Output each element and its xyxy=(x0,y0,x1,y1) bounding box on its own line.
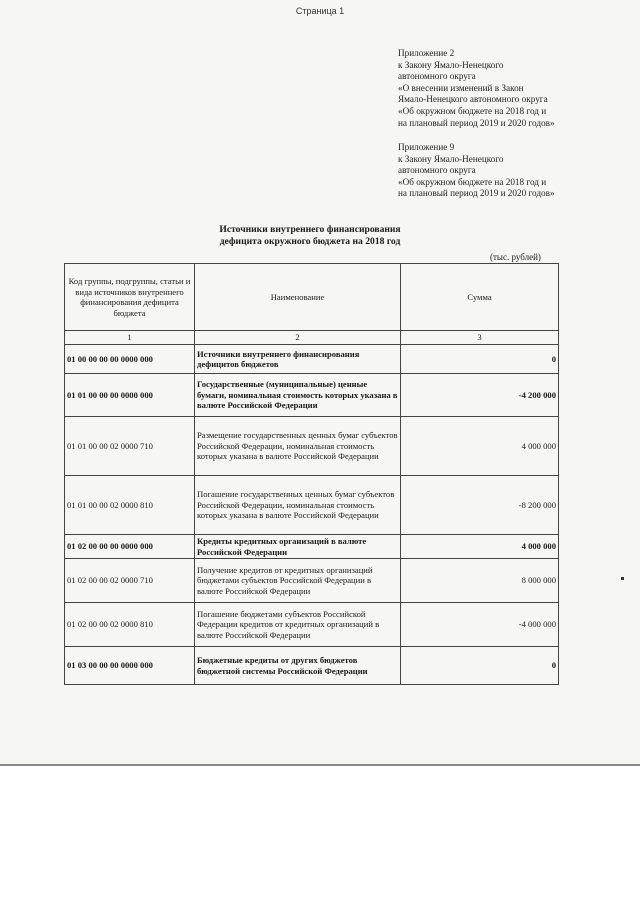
column-number: 1 xyxy=(65,331,195,345)
table-row xyxy=(65,476,559,535)
row-code: 01 03 00 00 00 0000 000 xyxy=(65,647,195,685)
row-name: Государственные (муниципальные) ценные бумаги, номинальная стоимость которых указана в валюте Российской Федерации xyxy=(195,374,401,417)
row-code: 01 00 00 00 00 0000 000 xyxy=(65,345,195,374)
row-name: Кредиты кредитных организаций в валюте Российской Федерации xyxy=(195,535,401,559)
appendix-9-line: Приложение 9 xyxy=(398,142,455,152)
table-row xyxy=(65,345,559,374)
appendix-2-line: Приложение 2 xyxy=(398,48,455,58)
row-code: 01 02 00 00 02 0000 810 xyxy=(65,603,195,647)
row-code: 01 01 00 00 02 0000 810 xyxy=(65,476,195,535)
row-name: Погашение бюджетами субъектов Российской Федерации кредитов от кредитных организаций в валюте Российской Федерации xyxy=(195,603,401,647)
units-label: (тыс. рублей) xyxy=(490,252,541,262)
document-title xyxy=(150,224,470,248)
row-code: 01 02 00 00 02 0000 710 xyxy=(65,559,195,603)
appendix-2-line: «Об окружном бюджете на 2018 год и xyxy=(398,105,547,116)
appendix-9-block xyxy=(398,142,555,200)
row-name: Получение кредитов от кредитных организаций бюджетами субъектов Российской Федерации в валюте Российской Федерации xyxy=(195,559,401,603)
appendix-9-line: к Закону Ямало-Ненецкого xyxy=(398,153,504,164)
appendix-9-line: на плановый период 2019 и 2020 годов» xyxy=(398,188,555,199)
appendix-2-line: автономного округа xyxy=(398,71,476,82)
appendix-2-line: к Закону Ямало-Ненецкого xyxy=(398,59,504,70)
table-header-row xyxy=(65,264,559,331)
table-row xyxy=(65,535,559,559)
appendix-2-line: на плановый период 2019 и 2020 годов» xyxy=(398,117,555,128)
appendix-2-line: «О внесении изменений в Закон xyxy=(398,82,524,93)
row-name: Размещение государственных ценных бумаг субъектов Российской Федерации, номинальная стоимость которых указана в валюте Российской Федерации xyxy=(195,417,401,476)
table-row xyxy=(65,417,559,476)
appendix-9-line: «Об окружном бюджете на 2018 год и xyxy=(398,176,547,187)
row-sum: -4 000 000 xyxy=(401,603,559,647)
row-sum: 4 000 000 xyxy=(401,417,559,476)
table-row xyxy=(65,374,559,417)
header-code: Код группы, подгруппы, статьи и вида источников внутреннего финансирования дефицита бюджета xyxy=(65,264,195,331)
row-sum: 0 xyxy=(401,345,559,374)
row-sum: 8 000 000 xyxy=(401,559,559,603)
table-row xyxy=(65,647,559,685)
row-sum: -4 200 000 xyxy=(401,374,559,417)
row-sum: 0 xyxy=(401,647,559,685)
appendix-2-block xyxy=(398,48,555,129)
column-number-row xyxy=(65,331,559,345)
row-sum: -8 200 000 xyxy=(401,476,559,535)
row-sum: 4 000 000 xyxy=(401,535,559,559)
table-row xyxy=(65,603,559,647)
title-line: дефицита окружного бюджета на 2018 год xyxy=(219,236,401,247)
page-label: Страница 1 xyxy=(295,6,345,16)
row-name: Источники внутреннего финансирования дефицитов бюджетов xyxy=(195,345,401,374)
header-name: Наименование xyxy=(195,264,401,331)
row-code: 01 01 00 00 00 0000 000 xyxy=(65,374,195,417)
appendix-9-line: автономного округа xyxy=(398,165,476,176)
financing-sources-table xyxy=(64,263,559,685)
row-name: Бюджетные кредиты от других бюджетов бюджетной системы Российской Федерации xyxy=(195,647,401,685)
column-number: 3 xyxy=(401,331,559,345)
row-code: 01 01 00 00 02 0000 710 xyxy=(65,417,195,476)
column-number: 2 xyxy=(195,331,401,345)
appendix-2-line: Ямало-Ненецкого автономного округа xyxy=(398,94,548,105)
row-code: 01 02 00 00 00 0000 000 xyxy=(65,535,195,559)
header-sum: Сумма xyxy=(401,264,559,331)
row-name: Погашение государственных ценных бумаг субъектов Российской Федерации, номинальная стоимость которых указана в валюте Российской Федерации xyxy=(195,476,401,535)
table-row xyxy=(65,559,559,603)
title-line: Источники внутреннего финансирования xyxy=(219,224,401,235)
scan-speck xyxy=(621,577,624,580)
